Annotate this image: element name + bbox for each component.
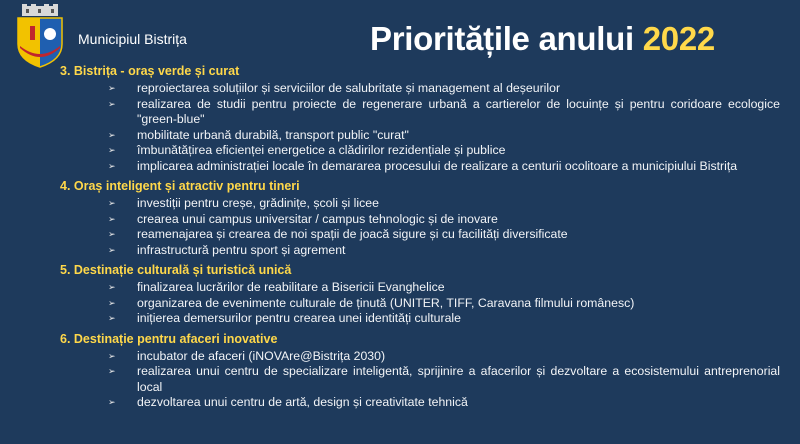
item-text: implicarea administrației locale în demararea procesului de realizare a centurii ocolitoare a municipiului Bistrița xyxy=(137,158,738,173)
item-text: realizarea unui centru de specializare inteligentă, sprijinire a afacerilor și dezvoltare a ecosistemului antreprenorial local xyxy=(137,364,780,394)
item-text: reamenajarea și crearea de noi spații de joacă sigure și cu facilități diversificate xyxy=(137,227,568,241)
item-text: dezvoltarea unui centru de artă, design și creativitate tehnică xyxy=(137,395,468,409)
coat-of-arms-icon xyxy=(14,4,66,68)
item-text: crearea unui campus universitar / campus tehnologic și de inovare xyxy=(137,211,498,226)
item-text: îmbunătățirea eficienței energetice a clădirilor rezidențiale și publice xyxy=(137,143,506,157)
item-text: infrastructură pentru sport și agrement xyxy=(137,242,346,257)
list-item xyxy=(60,227,780,243)
arrow-bullet-icon: ➢ xyxy=(108,397,116,407)
arrow-bullet-icon: ➢ xyxy=(108,313,116,323)
list-item xyxy=(60,143,780,159)
item-text: mobilitate urbană durabilă, transport public "curat" xyxy=(137,127,409,142)
arrow-bullet-icon: ➢ xyxy=(108,129,116,140)
section-smart-city xyxy=(60,179,780,258)
arrow-bullet-icon: ➢ xyxy=(108,244,116,255)
priorities-list xyxy=(60,64,780,416)
list-item xyxy=(60,364,780,395)
item-text: realizarea de studii pentru proiecte de regenerare urbană a cartierelor de locuințe și pentru coridoare ecologice "green-blue" xyxy=(137,96,780,126)
item-text: inițierea demersurilor pentru crearea unei identități culturale xyxy=(137,311,461,325)
list-item xyxy=(60,349,780,365)
arrow-bullet-icon: ➢ xyxy=(108,297,116,308)
section-items xyxy=(60,81,780,174)
list-item xyxy=(60,97,780,128)
arrow-bullet-icon: ➢ xyxy=(108,98,116,109)
municipality-name: Municipiul Bistrița xyxy=(78,31,187,47)
arrow-bullet-icon: ➢ xyxy=(108,145,116,155)
section-items xyxy=(60,280,780,327)
arrow-bullet-icon: ➢ xyxy=(108,198,116,208)
item-text: organizarea de evenimente culturale de ținută (UNITER, TIFF, Caravana filmului românesc) xyxy=(137,295,635,310)
list-item xyxy=(60,81,780,97)
item-text: finalizarea lucrărilor de reabilitare a Bisericii Evanghelice xyxy=(137,280,445,294)
list-item xyxy=(60,196,780,212)
section-green-city xyxy=(60,64,780,174)
arrow-bullet-icon: ➢ xyxy=(108,213,116,224)
list-item xyxy=(60,243,780,259)
arrow-bullet-icon: ➢ xyxy=(108,366,116,376)
title-year: 2022 xyxy=(642,20,715,57)
item-text: reproiectarea soluțiilor și serviciilor de salubritate și management al deșeurilor xyxy=(137,81,561,95)
arrow-bullet-icon: ➢ xyxy=(108,350,116,361)
section-title: 5. Destinație culturală și turistică unică xyxy=(60,263,292,277)
list-item xyxy=(60,212,780,228)
section-business-destination xyxy=(60,332,780,411)
page-title xyxy=(370,20,715,58)
list-item xyxy=(60,280,780,296)
item-text: incubator de afaceri (iNOVAre@Bistrița 2030) xyxy=(137,348,386,363)
list-item xyxy=(60,395,780,411)
arrow-bullet-icon: ➢ xyxy=(108,160,116,171)
arrow-bullet-icon: ➢ xyxy=(108,83,116,93)
section-title: 3. Bistrița - oraș verde și curat xyxy=(60,64,240,78)
section-items xyxy=(60,196,780,258)
title-prefix: Prioritățile anului xyxy=(370,20,643,57)
arrow-bullet-icon: ➢ xyxy=(108,229,116,239)
section-title: 6. Destinație pentru afaceri inovative xyxy=(60,331,278,346)
section-items xyxy=(60,349,780,411)
list-item xyxy=(60,296,780,312)
list-item xyxy=(60,311,780,327)
section-cultural-destination xyxy=(60,263,780,327)
list-item xyxy=(60,128,780,144)
arrow-bullet-icon: ➢ xyxy=(108,282,116,292)
slide-header xyxy=(0,0,800,64)
section-title: 4. Oraș inteligent și atractiv pentru tineri xyxy=(60,179,300,193)
list-item xyxy=(60,159,780,175)
item-text: investiții pentru creșe, grădinițe, școli și licee xyxy=(137,196,379,210)
